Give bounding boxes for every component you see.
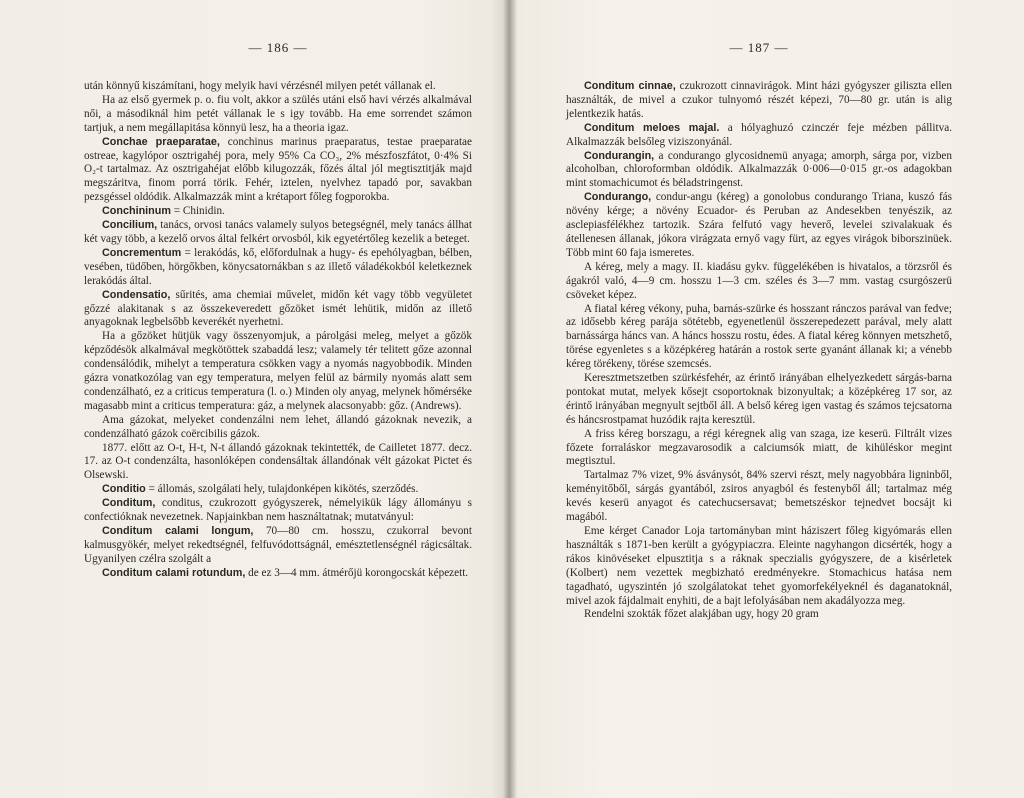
paragraph <box>84 414 472 442</box>
right-page-text <box>566 80 952 622</box>
paragraph <box>566 303 952 373</box>
entry-headword: Conditum cinnae, <box>584 80 676 92</box>
entry-text: = lerakódás, kő, előfordulnak a hugy- és epehólyagban, bélben, vesében, tüdőben, hörgőkben, könycsatornákban s az illető váladékokból keletkeznek lerakódás által. <box>84 246 472 287</box>
entry-headword: Conchae praeparatae, <box>102 135 220 148</box>
entry-headword: Condurango, <box>584 191 652 204</box>
left-page <box>84 0 472 798</box>
entry-text: conchinus marinus praeparatus, testae praeparatae ostreae, kagylópor osztrigahéj pora, mely 95% Ca CO₃, 2% mészfoszfátot, 0·4% Si O₂-t tartalmaz. Az osztrigahéjat előbb kilugozzák, főzés által jól megtisztitják majd megszáritva, finom porrá törik. Fehér, iztelen, nyelvhez tapadó por, savakban pezsgéssel oldódik. Alkalmazzák mint a krétaport főleg fogporokba. <box>84 135 472 204</box>
paragraph <box>84 219 472 247</box>
paragraph <box>84 483 472 497</box>
entry-text: után könnyű kiszámítani, hogy melyik havi vérzésnél milyen petét vállanak el. <box>84 80 436 92</box>
entry-text: Eme kérget Canador Loja tartományban mint háziszert főleg kigyómarás ellen használták s 1871-ben került a gyógypiaczra. Eleinte nagyhangon dicsérték, hogy a rákos kinövéseket elpusztitja s a ráknak speczialis gyógyszere, de a kisérletek (Kolbert) nem vezettek megbizható eredményekre. Stomachicus hatása nem tagadható, ugyszintén jó szolgálatokat tehet gyomorfekélyeknél és daganatoknál, mivel azok fájdalmait enyhiti, de a bajt lefolyásában nem akadályozza meg. <box>566 525 952 607</box>
entry-text: A fiatal kéreg vékony, puha, barnás-szürke és hosszant ránczos parával van fedve; az idősebb kéreg parája sötétebb, egyenetlenül összerepedezett parával, mely alatt barnássárga háncs van. A háncs hosszu rostu, édes. A fiatal kéreg könnyen metszhető, törése egyenletes s a középkéreg határán a rostok serte gyanánt állanak ki; a vénebb kéreg törékeny, törése szemcsés. <box>566 302 952 371</box>
paragraph <box>566 608 952 622</box>
entry-text: tanács, orvosi tanács valamely sulyos betegségnél, mely tanács állhat két vagy több, a kezelő orvos által felkért orvosból, kik egyetértőleg kezelik a beteget. <box>84 219 472 245</box>
entry-headword: Conditum calami rotundum, <box>102 566 246 579</box>
paragraph <box>566 80 952 122</box>
entry-text: de ez 3—4 mm. átmérőjü korongocskát képezett. <box>245 566 469 579</box>
entry-headword: Conditum, <box>102 497 156 510</box>
paragraph <box>566 372 952 428</box>
paragraph <box>84 497 472 525</box>
entry-text: = állomás, szolgálati hely, tulajdonképen kikötés, szerződés. <box>145 483 419 496</box>
entry-headword: Concilium, <box>102 219 158 232</box>
entry-text: a condurango glycosidnemü anyaga; amorph, sárga por, vizben alcoholban, chloroformban oldódik. Alkalmazzák 0·006—0·015 gr.-os adagokban mint stomachicumot és béladstringenst. <box>566 149 952 190</box>
entry-text: 70—80 cm. hosszu, czukorral bevont kalmusgyökér, melyet rekedtségnél, felfuvódottságnál, emésztetlenségnél rágicsáltak. Ugyanilyen czélra szolgált a <box>84 525 472 565</box>
left-page-number: — 186 — <box>248 40 308 55</box>
entry-text: A friss kéreg borszagu, a régi kéregnek alig van szaga, ize keserü. Filtrált vizes főzete forraláskor megzavarosodik a calciumsók miatt, de kihüléskor megint megtisztul. <box>566 427 952 468</box>
right-page-number: — 187 — <box>729 40 789 55</box>
entry-text: conditus, czukrozott gyógyszerek, némelyikük lágy állományu s confectióknak nevezetnek. Napjainkban nem használtatnak; mutatványul: <box>84 497 472 524</box>
right-page <box>566 0 952 798</box>
entry-headword: Conditio <box>102 483 146 496</box>
entry-headword: Condurangin, <box>584 149 655 162</box>
paragraph <box>84 247 472 289</box>
paragraph <box>566 261 952 303</box>
paragraph <box>84 525 472 567</box>
entry-headword: Conditum calami longum, <box>102 525 254 537</box>
entry-text: Ama gázokat, melyeket condenzálni nem lehet, állandó gázoknak nevezik, a condenzálható gázok coërcibilis gázok. <box>84 413 472 440</box>
entry-text: = Chinidin. <box>170 205 225 218</box>
paragraph <box>566 428 952 470</box>
book-gutter <box>503 0 517 798</box>
paragraph <box>84 330 472 413</box>
entry-text: sűrités, ama chemiai művelet, midőn két vagy több vegyületet gőzzé alakitanak s az összekeveredett gőzöket ismét lehütik, midőn az illető anyagoknak legbelsőbb keverékét nyerhetni. <box>84 288 472 329</box>
paragraph <box>566 122 952 150</box>
entry-headword: Concrementum <box>102 246 182 259</box>
paragraph <box>84 567 472 581</box>
paragraph <box>566 525 952 608</box>
entry-headword: Condensatio, <box>102 288 171 301</box>
entry-text: Tartalmaz 7% vizet, 9% ásványsót, 84% szervi részt, mely nagyobbára ligninből, keményitőből, sárgás gyantából, zsiros anyagból és festenyből áll; tartalmaz még kevés keserü anyagot és catechucsersavat; bemetszéskor tejnedvet bocsájt ki magából. <box>566 469 952 524</box>
paragraph <box>84 136 472 206</box>
entry-text: condur-angu (kéreg) a gonolobus condurango Triana, kuszó fás növény kérge; a növény Ecuador- és Peruban az Andesekben tenyészik, az asclepiasfélékhez tartozik. Szára felfutó vagy heverő, levelei szivalakuak és átellenesen állanak, jókora virágzata ernyő vagy fürt, az egyes virágok biborszinüek. Több mint 60 faja ismeretes. <box>566 191 952 259</box>
paragraph <box>566 191 952 261</box>
paragraph <box>84 289 472 331</box>
entry-text: A kéreg, mely a magy. II. kiadásu gykv. függelékében is hivatalos, a törzsről és ágakról való, 4—9 cm. hosszu 1—3 cm. széles és 3—7 mm. vastag csurgószerü csöveket képez. <box>566 260 952 301</box>
paragraph <box>84 80 472 94</box>
paragraph <box>566 150 952 192</box>
left-page-text <box>84 80 472 581</box>
paragraph <box>84 205 472 219</box>
entry-text: Rendelni szokták főzet alakjában ugy, hogy 20 gram <box>584 608 819 621</box>
entry-text: Ha a gőzöket hütjük vagy összenyomjuk, a párolgási meleg, melyet a gőzök képződésök alkalmával megkötöttek szabaddá lesz; valamely tér telitett gőze azonnal condensálódik, mihelyt a temperatura csökken vagy a nyomás nagyobbodik. Minden gázra vonatkozólag van egy temperatura, melyen felül az bármily nyomás alatt sem condenzálható, ez a criticus temperatura (l. o.) Minden oly anyag, melynek hőmérséke magasabb mint a criticus temperatura: gáz, a melynek alacsonyabb: gőz. (Andrews). <box>84 330 472 412</box>
entry-text: Ha az első gyermek p. o. fiu volt, akkor a szülés utáni első havi vérzés alkalmával női, a másodiknál him petét vállanak le s igy tovább. Ha eme sorrendet számon tartjuk, a nem megállapitása könnyü lesz, ha a theoria igaz. <box>84 93 472 134</box>
entry-text: Keresztmetszetben szürkésfehér, az érintő irányában elhelyezkedett sárgás-barna pontokat mutat, melyek kősejt csoportoknak bizonyultak; a középkéreg 17 sor, az érintő irányában megnyult sejtből áll. A belső kéreg igen vastag és számos tejcsatorna és háncsrostpamat huzódik rajta keresztül. <box>566 372 952 426</box>
entry-text: a hólyaghuzó czinczér feje mézben pállitva. Alkalmazzák belsőleg viziszonyánál. <box>566 121 952 148</box>
paragraph <box>84 442 472 484</box>
paragraph <box>566 469 952 525</box>
entry-text: czukrozott cinnavirágok. Mint házi gyógyszer giliszta ellen használták, de mivel a czukor tulnyomó részét képezi, 70—80 gr. után is alig jelentkezik hatás. <box>566 80 952 120</box>
entry-headword: Conchininum <box>102 205 171 218</box>
entry-headword: Conditum meloes majal. <box>584 121 720 134</box>
paragraph <box>84 94 472 136</box>
entry-text: 1877. előtt az O-t, H-t, N-t állandó gázoknak tekintették, de Cailletet 1877. decz. 17. az O-t condenzálta, hasonlóképen condensáltak állandónak vélt gázokat Pictet és Olsewski. <box>84 441 472 482</box>
